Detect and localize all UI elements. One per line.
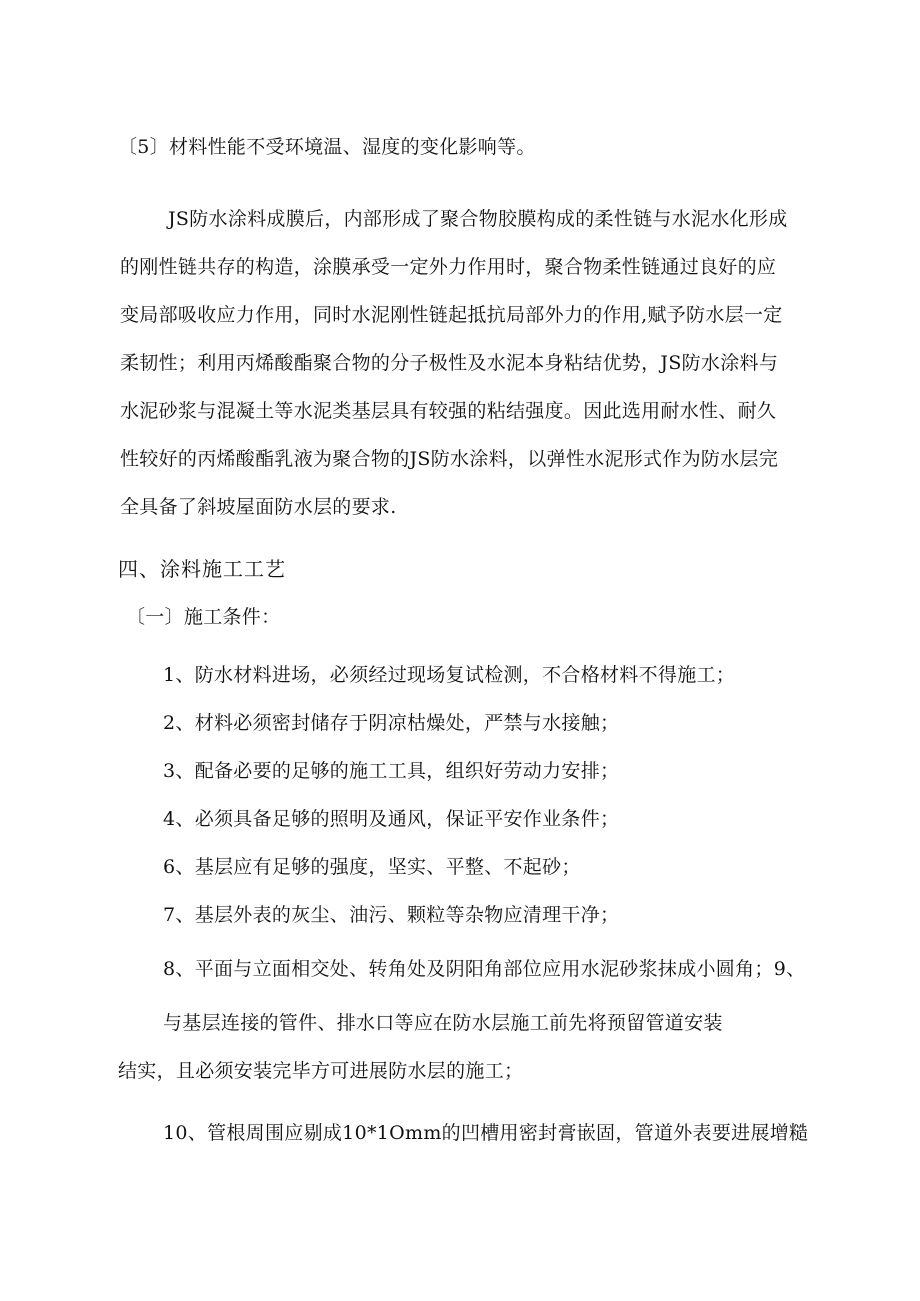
paragraph-js-line-1: JS防水涂料成膜后，内部形成了聚合物胶膜构成的柔性链与水泥水化形成 [168,208,788,230]
paragraph-js-line-3: 变局部吸收应力作用，同时水泥刚性链起抵抗局部外力的作用,赋予防水层一定 [120,304,783,326]
condition-item-6: 6、基层应有足够的强度，坚实、平整、不起砂； [163,856,581,878]
condition-item-10: 10、管根周围应剔成10*1Omm的凹槽用密封膏嵌固，管道外表要进展增糙 [163,1122,809,1144]
condition-item-4: 4、必须具备足够的照明及通风，保证平安作业条件； [163,808,620,830]
condition-item-9-line-1: 与基层连接的管件、排水口等应在防水层施工前先将预留管道安装 [163,1012,723,1034]
paragraph-js-line-6: 性较好的丙烯酸酯乳液为聚合物的JS防水涂料，以弹性水泥形式作为防水层完 [120,448,779,470]
section-4-title: 四、涂料施工工艺 [118,557,286,581]
paragraph-js-line-7: 全具备了斜坡屋面防水层的要求. [120,496,397,518]
paragraph-js-line-2: 的刚性链共存的构造，涂膜承受一定外力作用时，聚合物柔性链通过良好的应 [120,256,777,278]
condition-item-3: 3、配备必要的足够的施工工具，组织好劳动力安排； [163,760,620,782]
condition-item-2: 2、材料必须密封储存于阴凉枯燥处，严禁与水接触； [163,712,620,734]
condition-item-1: 1、防水材料进场，必须经过现场复试检测，不合格材料不得施工； [163,664,736,686]
paragraph-js-line-5: 水泥砂浆与混凝土等水泥类基层具有较强的粘结强度。因此选用耐水性、耐久 [120,400,777,422]
condition-item-8: 8、平面与立面相交处、转角处及阴阳角部位应用水泥砂浆抹成小圆角；9、 [163,958,806,980]
item-5-text: 〔5〕材料性能不受环境温、湿度的变化影响等。 [118,136,536,158]
condition-item-9-line-2: 结实，且必须安装完毕方可进展防水层的施工； [118,1060,524,1082]
paragraph-js-line-4: 柔韧性；利用丙烯酸酯聚合物的分子极性及水泥本身粘结优势，JS防水涂料与 [120,352,779,374]
subsection-1-title: 〔一〕施工条件： [126,606,281,628]
condition-item-7: 7、基层外表的灰尘、油污、颗粒等杂物应清理干净； [163,904,620,926]
